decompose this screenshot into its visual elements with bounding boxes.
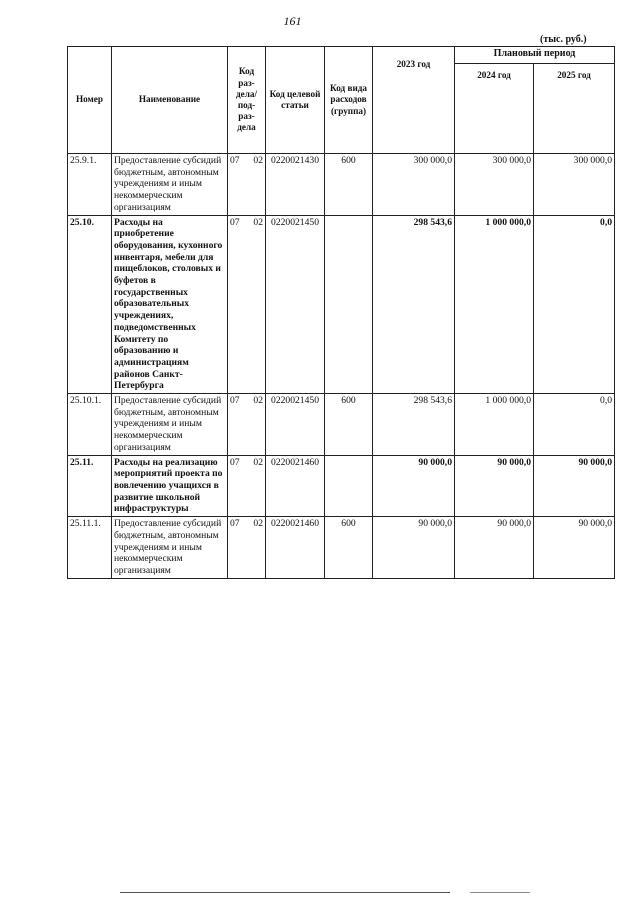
- row-2025: 90 000,0: [534, 517, 615, 579]
- bottom-rule-2: [470, 892, 530, 893]
- row-section-code: [228, 455, 266, 517]
- budget-table: [67, 46, 615, 579]
- table-header: [68, 47, 615, 154]
- row-section-code: [228, 517, 266, 579]
- header-2025: 2025 год: [534, 64, 615, 154]
- row-2023: 298 543,6: [373, 394, 455, 456]
- row-name: Расходы на приобретение оборудования, кухонного инвентаря, мебели для пищеблоков, столовых и буфетов в государственных образовательных учреждениях, подведомственных Комитету по образованию и администрациям районов Санкт-Петербурга: [112, 215, 228, 394]
- header-2024: 2024 год: [455, 64, 534, 154]
- row-name: Предоставление субсидий бюджетным, автономным учреждениям и иным некоммерческим организациям: [112, 394, 228, 456]
- header-target: Код целевой статьи: [266, 47, 325, 154]
- section-code: 07: [230, 518, 240, 530]
- row-name: Предоставление субсидий бюджетным, автономным учреждениям и иным некоммерческим организациям: [112, 517, 228, 579]
- table-row: [68, 154, 615, 216]
- row-expense-code: [325, 215, 373, 394]
- section-code: 07: [230, 395, 240, 407]
- row-number: 25.10.1.: [68, 394, 112, 456]
- row-2025: 0,0: [534, 394, 615, 456]
- units-label: (тыс. руб.): [540, 34, 587, 45]
- row-2023: 90 000,0: [373, 517, 455, 579]
- header-2023: 2023 год: [373, 47, 455, 154]
- section-code: 07: [230, 155, 240, 166]
- table-row: [68, 517, 615, 579]
- row-2023: 298 543,6: [373, 215, 455, 394]
- row-2024: 90 000,0: [455, 517, 534, 579]
- row-number: 25.11.: [68, 455, 112, 517]
- header-section: Код раз-дела/ под-раз-дела: [228, 47, 266, 154]
- row-2024: 1 000 000,0: [455, 215, 534, 394]
- header-expense-type: Код вида расходов (группа): [325, 47, 373, 154]
- row-2024: 90 000,0: [455, 455, 534, 517]
- header-name: Наименование: [112, 47, 228, 154]
- row-section-code: [228, 154, 266, 216]
- row-2025: 300 000,0: [534, 154, 615, 216]
- row-2023: 90 000,0: [373, 455, 455, 517]
- row-2025: 0,0: [534, 215, 615, 394]
- subsection-code: 02: [253, 155, 263, 166]
- header-planned-period: Плановый период: [455, 47, 615, 64]
- section-code: 07: [230, 456, 240, 468]
- row-2024: 300 000,0: [455, 154, 534, 216]
- row-number: 25.10.: [68, 215, 112, 394]
- row-2024: 1 000 000,0: [455, 394, 534, 456]
- subsection-code: 02: [253, 518, 263, 530]
- row-expense-code: 600: [325, 154, 373, 216]
- table-row: [68, 455, 615, 517]
- row-target-code: 0220021450: [266, 215, 325, 394]
- row-section-code: [228, 215, 266, 394]
- row-target-code: 0220021450: [266, 394, 325, 456]
- table-body: [68, 154, 615, 579]
- row-name: Расходы на реализацию мероприятий проекта по вовлечению учащихся в развитие школьной инфраструктуры: [112, 455, 228, 517]
- subsection-code: 02: [253, 216, 263, 228]
- row-2025: 90 000,0: [534, 455, 615, 517]
- table-row: [68, 394, 615, 456]
- bottom-rule: [120, 892, 450, 893]
- row-target-code: 0220021460: [266, 517, 325, 579]
- row-name: Предоставление субсидий бюджетным, автономным учреждениям и иным некоммерческим организациям: [112, 154, 228, 216]
- row-2023: 300 000,0: [373, 154, 455, 216]
- table-row: [68, 215, 615, 394]
- header-number: Номер: [68, 47, 112, 154]
- row-expense-code: 600: [325, 394, 373, 456]
- row-expense-code: [325, 455, 373, 517]
- row-number: 25.9.1.: [68, 154, 112, 216]
- page-number: 161: [283, 14, 302, 28]
- row-target-code: 0220021460: [266, 455, 325, 517]
- subsection-code: 02: [253, 456, 263, 468]
- row-target-code: 0220021430: [266, 154, 325, 216]
- row-number: 25.11.1.: [68, 517, 112, 579]
- row-expense-code: 600: [325, 517, 373, 579]
- row-section-code: [228, 394, 266, 456]
- section-code: 07: [230, 216, 240, 228]
- subsection-code: 02: [253, 395, 263, 407]
